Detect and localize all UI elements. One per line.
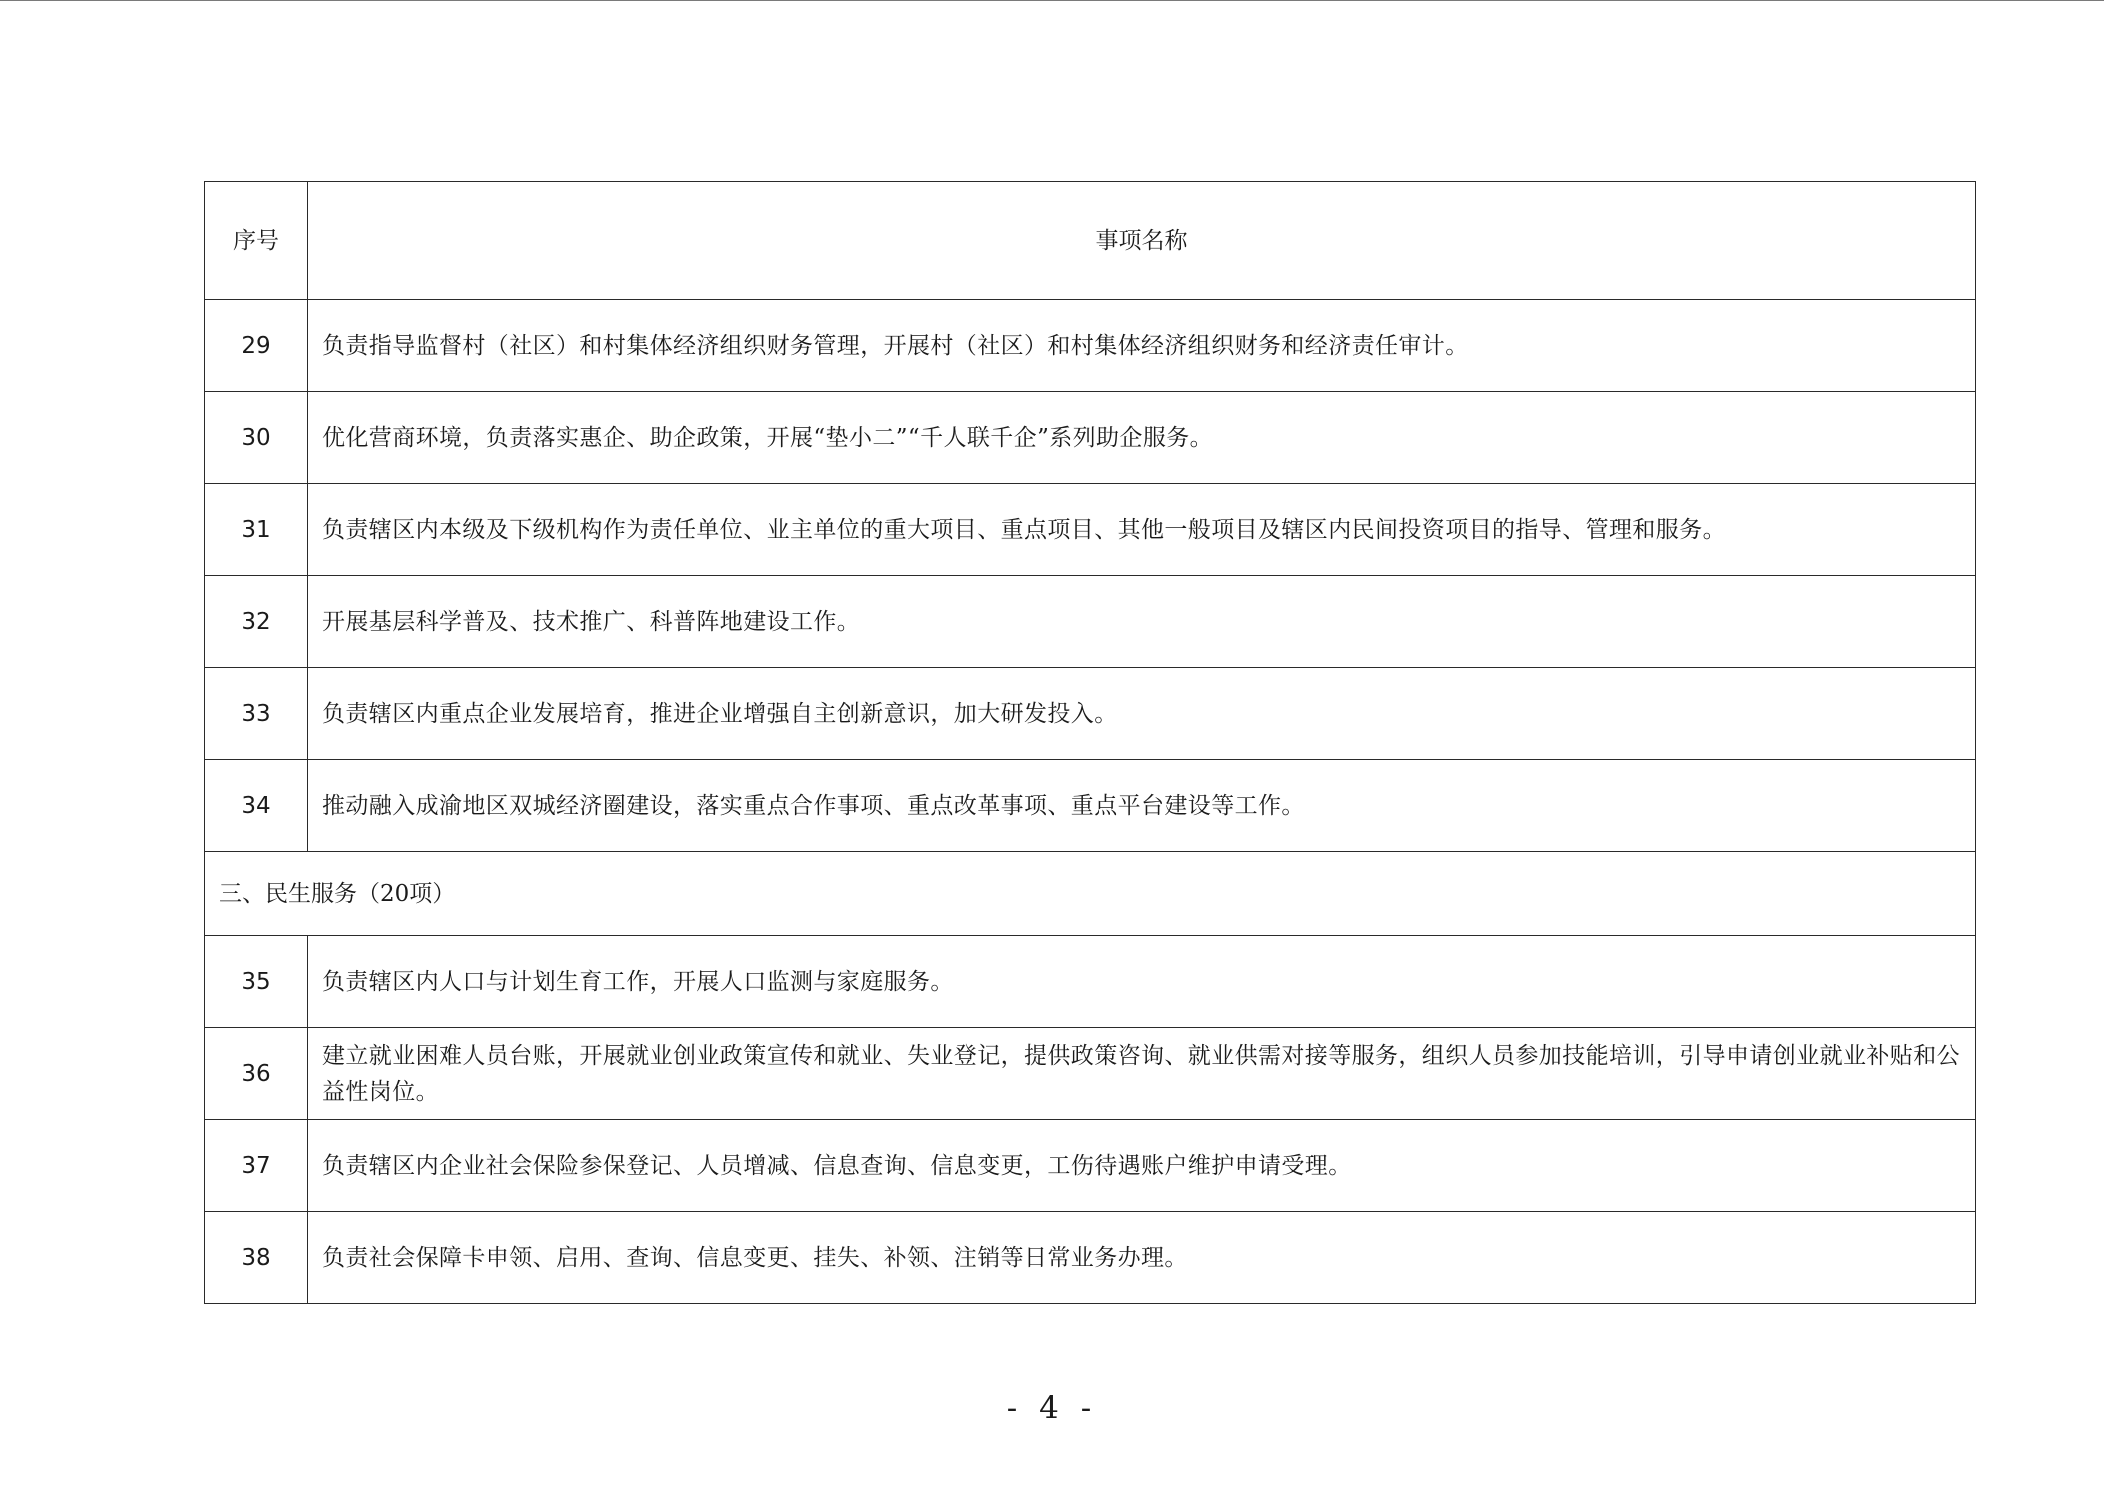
row-seq: 29 [205,300,308,392]
row-seq: 36 [205,1028,308,1120]
table-row [205,392,1976,484]
section-heading-row [205,852,1976,936]
row-seq: 31 [205,484,308,576]
row-name: 优化营商环境，负责落实惠企、助企政策，开展“垫小二”“千人联千企”系列助企服务。 [308,392,1976,484]
row-seq: 38 [205,1212,308,1304]
page-top-rule [0,0,2104,1]
section-heading: 三、民生服务（20项） [205,852,1976,936]
items-table [204,181,1976,1304]
table-row [205,484,1976,576]
row-seq: 33 [205,668,308,760]
row-name: 开展基层科学普及、技术推广、科普阵地建设工作。 [308,576,1976,668]
row-name: 负责辖区内重点企业发展培育，推进企业增强自主创新意识，加大研发投入。 [308,668,1976,760]
row-name: 负责辖区内本级及下级机构作为责任单位、业主单位的重大项目、重点项目、其他一般项目及辖区内民间投资项目的指导、管理和服务。 [308,484,1976,576]
table-row [205,1120,1976,1212]
page-number: - 4 - [1006,1390,1098,1426]
table-header-row [205,182,1976,300]
table-row [205,668,1976,760]
row-name: 负责指导监督村（社区）和村集体经济组织财务管理，开展村（社区）和村集体经济组织财务和经济责任审计。 [308,300,1976,392]
row-name: 推动融入成渝地区双城经济圈建设，落实重点合作事项、重点改革事项、重点平台建设等工作。 [308,760,1976,852]
row-name: 负责辖区内企业社会保险参保登记、人员增减、信息查询、信息变更，工伤待遇账户维护申请受理。 [308,1120,1976,1212]
row-seq: 30 [205,392,308,484]
table-row [205,1212,1976,1304]
table-row [205,300,1976,392]
row-seq: 37 [205,1120,308,1212]
row-name: 负责社会保障卡申领、启用、查询、信息变更、挂失、补领、注销等日常业务办理。 [308,1212,1976,1304]
row-seq: 32 [205,576,308,668]
row-name: 负责辖区内人口与计划生育工作，开展人口监测与家庭服务。 [308,936,1976,1028]
table-row [205,576,1976,668]
header-seq: 序号 [205,182,308,300]
table-row [205,760,1976,852]
table-row [205,1028,1976,1120]
row-name: 建立就业困难人员台账，开展就业创业政策宣传和就业、失业登记，提供政策咨询、就业供需对接等服务，组织人员参加技能培训，引导申请创业就业补贴和公益性岗位。 [308,1028,1976,1120]
row-seq: 34 [205,760,308,852]
row-seq: 35 [205,936,308,1028]
table-row [205,936,1976,1028]
header-name: 事项名称 [308,182,1976,300]
